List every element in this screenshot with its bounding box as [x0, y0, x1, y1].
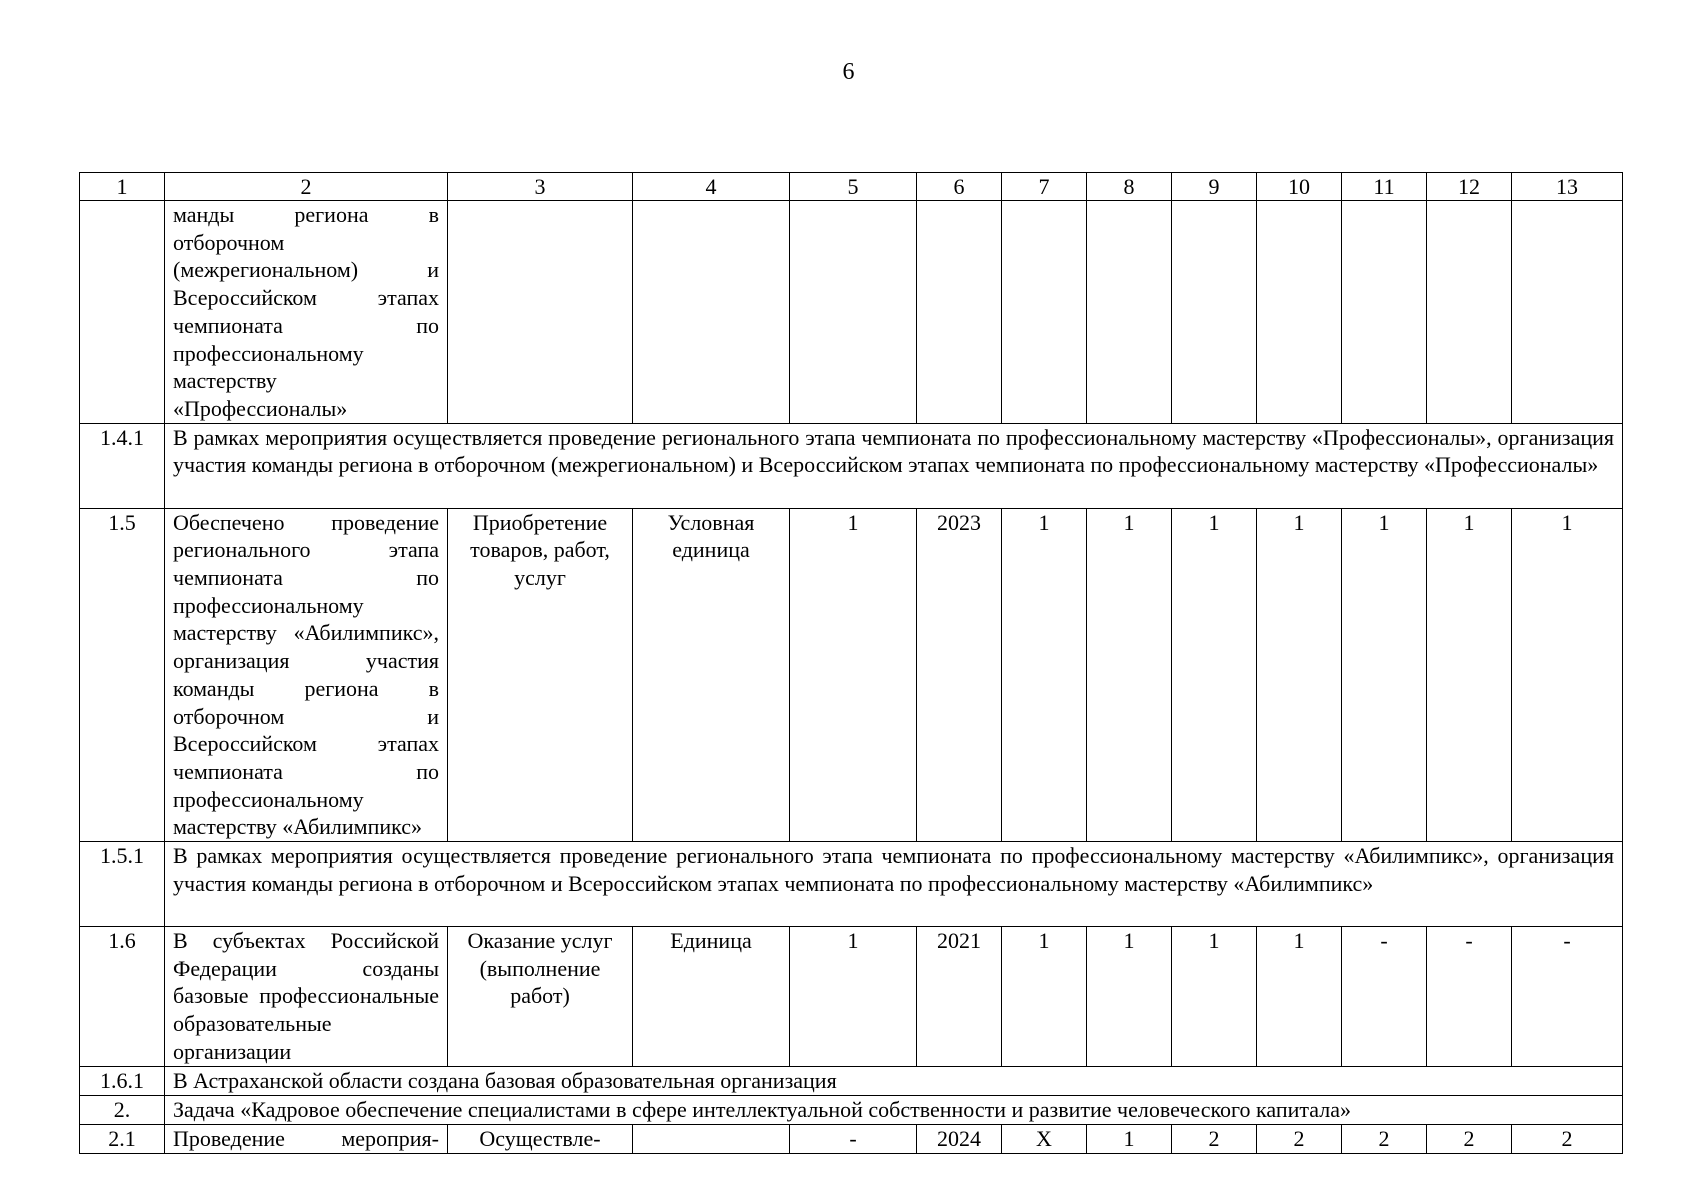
row-number: 1.6.1	[80, 1067, 165, 1096]
base-year: 2021	[917, 927, 1002, 1067]
table-row	[80, 1067, 1623, 1096]
value-col-12: 2	[1427, 1125, 1512, 1154]
value-col-8: 1	[1087, 508, 1172, 841]
result-name: Обеспечено проведение регионального этапа чемпионата по профессиональному мастерству «Абилимпикс», организация участия команды региона в отборочном и Всероссийском этапах чемпионата по профессиональному мастерству «Абилимпикс»	[165, 508, 448, 841]
unit-of-measure	[633, 1125, 790, 1154]
table-row	[80, 1096, 1623, 1125]
value-col-8: 1	[1087, 1125, 1172, 1154]
row-number: 2.	[80, 1096, 165, 1125]
col-header-7: 7	[1002, 173, 1087, 201]
col-header-3: 3	[448, 173, 633, 201]
base-value: 1	[790, 927, 917, 1067]
measure-description: В рамках мероприятия осуществляется проведение регионального этапа чемпионата по профессиональному мастерству «Профессионалы», организация участия команды региона в отборочном (межрегиональном) и Всероссийском этапах чемпионата по профессиональному мастерству «Профессионалы»	[165, 423, 1623, 508]
col-header-13: 13	[1512, 173, 1623, 201]
row-number: 1.4.1	[80, 423, 165, 508]
unit-of-measure: Единица	[633, 927, 790, 1067]
value-col-10: 1	[1257, 508, 1342, 841]
base-year: 2024	[917, 1125, 1002, 1154]
col-header-8: 8	[1087, 173, 1172, 201]
col-header-4: 4	[633, 173, 790, 201]
col-header-5: 5	[790, 173, 917, 201]
result-name: Проведение мероприя-	[165, 1125, 448, 1154]
row-number: 1.6	[80, 927, 165, 1067]
col-header-12: 12	[1427, 173, 1512, 201]
row-number: 2.1	[80, 1125, 165, 1154]
value-col-9: 1	[1172, 508, 1257, 841]
table-row	[80, 508, 1623, 841]
table-row	[80, 423, 1623, 508]
col-header-6: 6	[917, 173, 1002, 201]
value-col-11: -	[1342, 927, 1427, 1067]
value-col-9: 1	[1172, 927, 1257, 1067]
base-year: 2023	[917, 508, 1002, 841]
value-col-13: 1	[1512, 508, 1623, 841]
value-col-7: X	[1002, 1125, 1087, 1154]
value-col-7: 1	[1002, 927, 1087, 1067]
value-col-11: 2	[1342, 1125, 1427, 1154]
value-col-8: 1	[1087, 927, 1172, 1067]
unit-of-measure: Условная единица	[633, 508, 790, 841]
value-col-10: 2	[1257, 1125, 1342, 1154]
measure-description: В рамках мероприятия осуществляется проведение регионального этапа чемпионата по профессиональному мастерству «Абилимпикс», организация участия команды региона в отборочном и Всероссийском этапах чемпионата по профессиональному мастерству «Абилимпикс»	[165, 842, 1623, 927]
row-number: 1.5.1	[80, 842, 165, 927]
base-value: -	[790, 1125, 917, 1154]
row-number: 1.5	[80, 508, 165, 841]
table-row	[80, 201, 1623, 424]
header-row	[80, 173, 1623, 201]
value-col-7: 1	[1002, 508, 1087, 841]
result-name: манды региона в отборочном (межрегиональном) и Всероссийском этапах чемпионата по профессиональному мастерству «Профессионалы»	[165, 201, 448, 424]
indicators-table	[79, 172, 1623, 1154]
col-header-1: 1	[80, 173, 165, 201]
col-header-11: 11	[1342, 173, 1427, 201]
page-number: 6	[842, 59, 855, 85]
value-col-13: 2	[1512, 1125, 1623, 1154]
table-row	[80, 927, 1623, 1067]
result-type: Приобретение товаров, работ, услуг	[448, 508, 633, 841]
value-col-9: 2	[1172, 1125, 1257, 1154]
result-type: Осуществле-	[448, 1125, 633, 1154]
value-col-12: 1	[1427, 508, 1512, 841]
result-name: В субъектах Российской Федерации созданы базовые профессиональные образовательные организации	[165, 927, 448, 1067]
table-row	[80, 1125, 1623, 1154]
table-row	[80, 842, 1623, 927]
base-value: 1	[790, 508, 917, 841]
measure-description: В Астраханской области создана базовая образовательная организация	[165, 1067, 1623, 1096]
col-header-2: 2	[165, 173, 448, 201]
value-col-11: 1	[1342, 508, 1427, 841]
value-col-12: -	[1427, 927, 1512, 1067]
value-col-13: -	[1512, 927, 1623, 1067]
col-header-10: 10	[1257, 173, 1342, 201]
col-header-9: 9	[1172, 173, 1257, 201]
row-number	[80, 201, 165, 424]
value-col-10: 1	[1257, 927, 1342, 1067]
result-type: Оказание услуг (выполнение работ)	[448, 927, 633, 1067]
task-title: Задача «Кадровое обеспечение специалистами в сфере интеллектуальной собственности и развитие человеческого капитала»	[165, 1096, 1623, 1125]
